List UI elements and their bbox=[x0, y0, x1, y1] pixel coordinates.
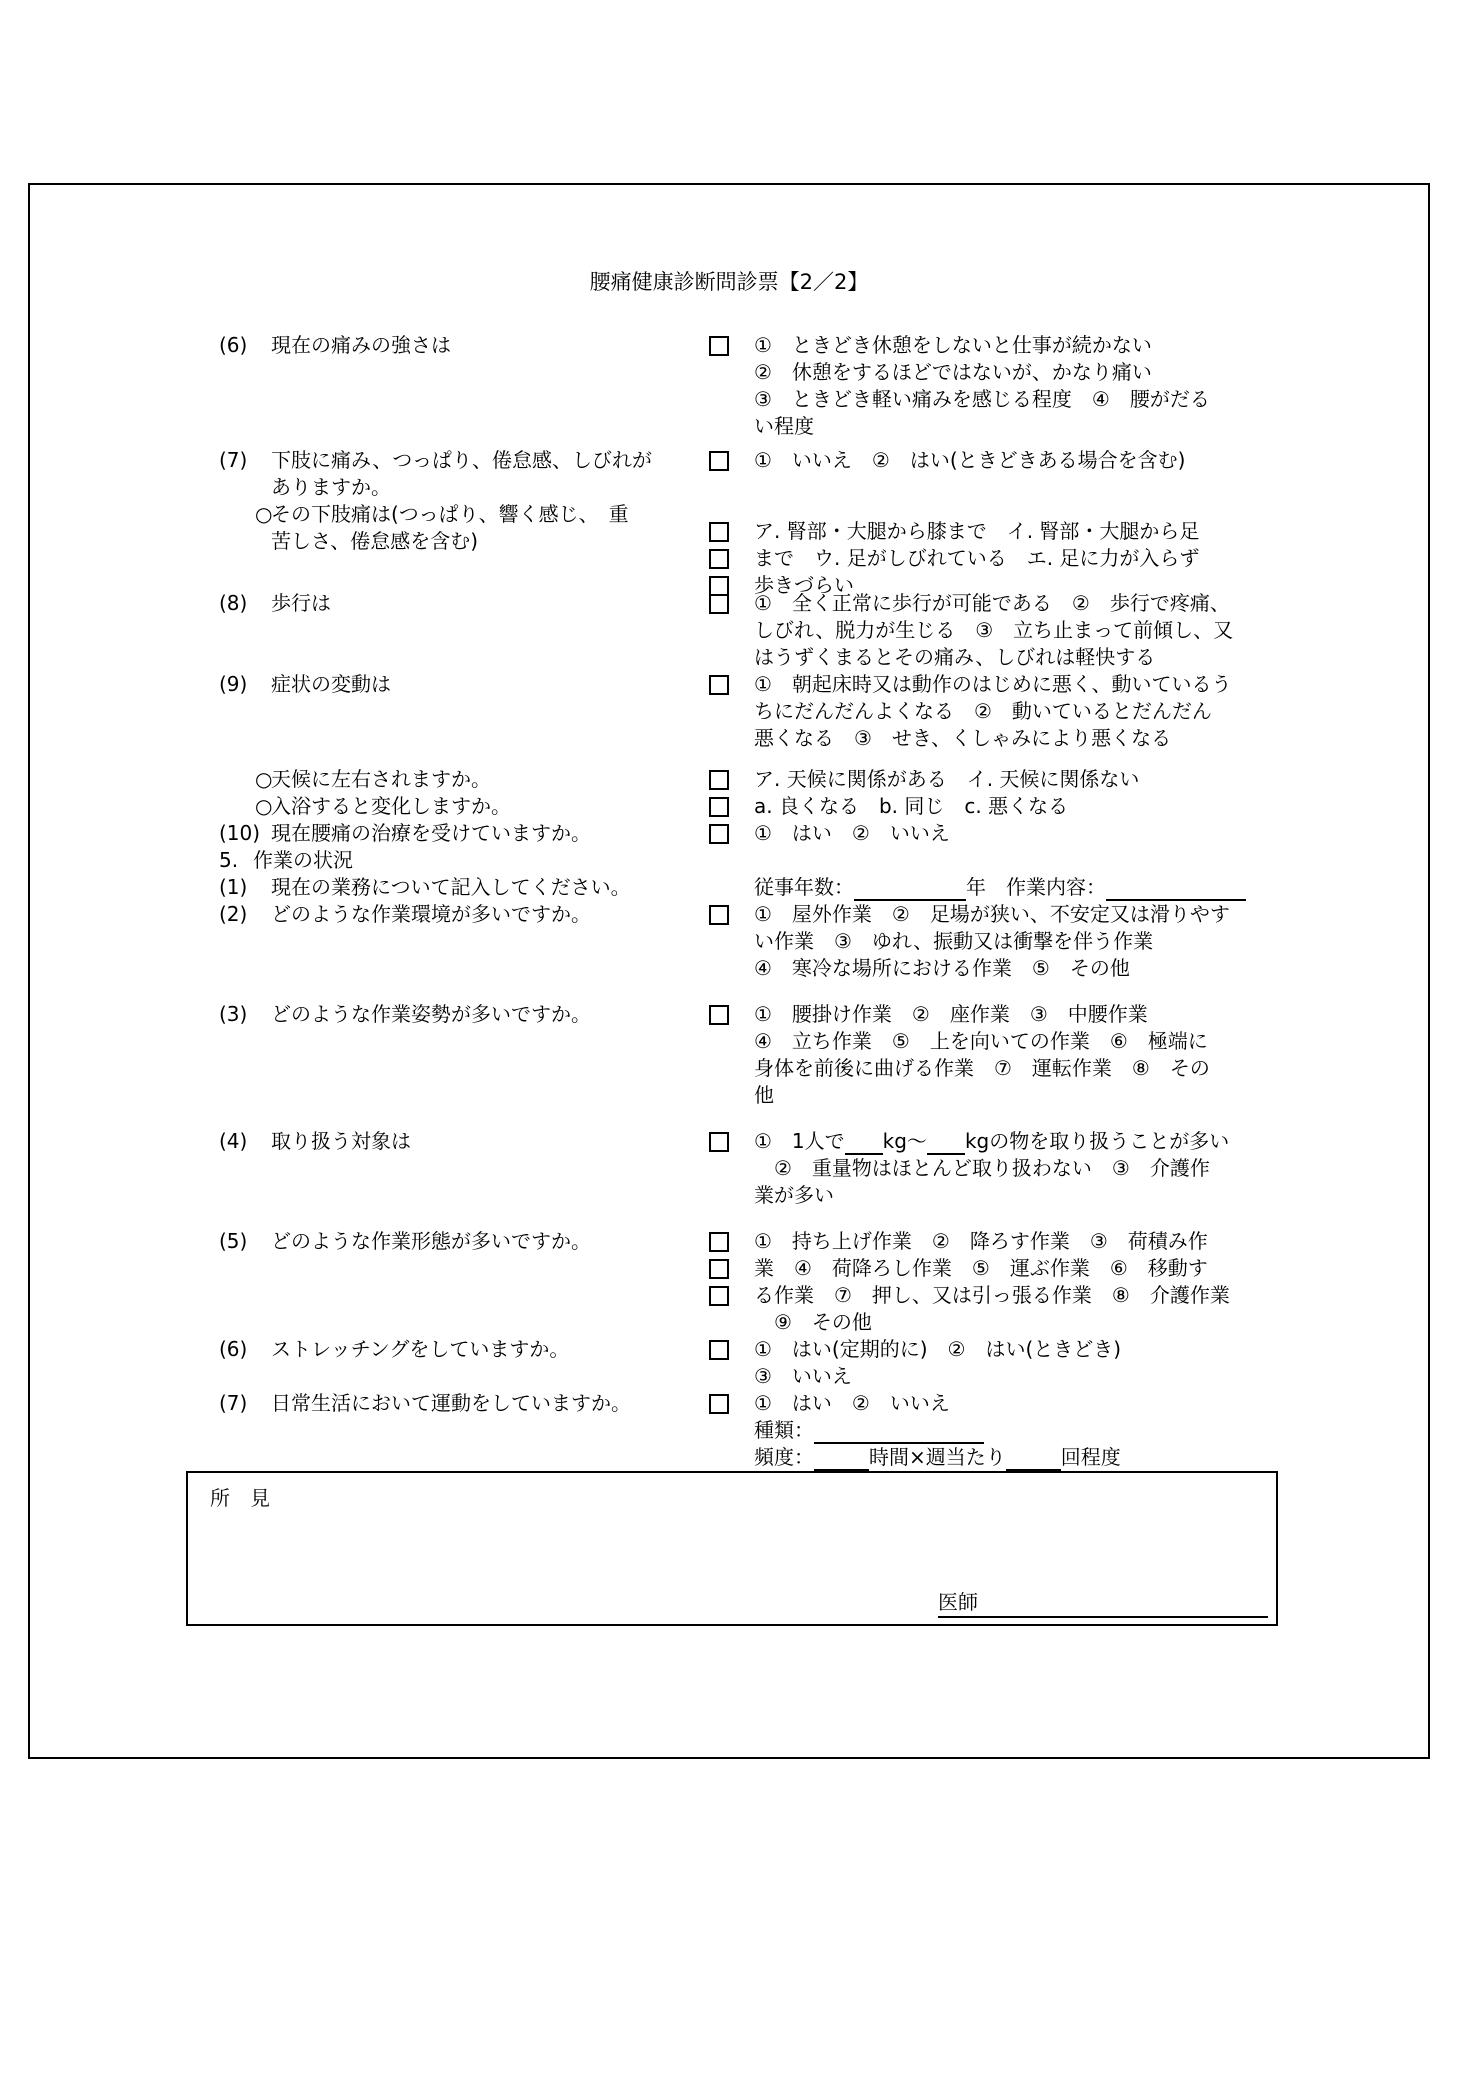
option-line bbox=[702, 386, 1428, 413]
option-text: ちにだんだんよくなる ② 動いているとだんだん bbox=[754, 699, 1212, 723]
checkbox[interactable] bbox=[709, 522, 729, 542]
form-row bbox=[30, 671, 1428, 752]
question-text: ストレッチングをしていますか。 bbox=[271, 1337, 570, 1361]
checkbox[interactable] bbox=[709, 1132, 729, 1152]
option-line bbox=[702, 1028, 1428, 1055]
question-bullet: ○ bbox=[255, 794, 273, 818]
checkbox[interactable] bbox=[709, 824, 729, 844]
doctor-label: 医師 bbox=[938, 1590, 978, 1614]
question-text: 日常生活において運動をしていますか。 bbox=[271, 1391, 631, 1415]
option-text: 悪くなる ③ せき、くしゃみにより悪くなる bbox=[754, 726, 1172, 750]
blank-field[interactable] bbox=[814, 1421, 984, 1444]
option-text bbox=[754, 874, 1428, 901]
option-text: ① いいえ ② はい(ときどきある場合を含む) bbox=[754, 448, 1186, 472]
option-text: 業が多い bbox=[754, 1183, 834, 1207]
blank-field[interactable] bbox=[814, 1448, 869, 1471]
option-line bbox=[702, 518, 1428, 545]
form-row bbox=[30, 1390, 1428, 1471]
option-line bbox=[702, 766, 1428, 793]
question-text: 苦しさ、倦怠感を含む) bbox=[271, 529, 479, 553]
form-row bbox=[30, 874, 1428, 901]
findings-label: 所 見 bbox=[210, 1486, 270, 1510]
question-text: 現在の痛みの強さは bbox=[271, 333, 451, 357]
option-text-segment: 回程度 bbox=[1060, 1445, 1121, 1469]
option-text: ① 腰掛け作業 ② 座作業 ③ 中腰作業 bbox=[754, 1002, 1148, 1026]
option-text: まで ウ. 足がしびれている エ. 足に力が入らず bbox=[754, 546, 1200, 570]
option-text: ① 持ち上げ作業 ② 降ろす作業 ③ 荷積み作 bbox=[754, 1229, 1208, 1253]
checkbox[interactable] bbox=[709, 594, 729, 614]
option-text: ② 休憩をするほどではないが、かなり痛い bbox=[754, 360, 1152, 384]
question-number: (9) bbox=[219, 672, 248, 696]
form-row bbox=[30, 820, 1428, 847]
question-number: (7) bbox=[219, 1391, 248, 1415]
checkbox[interactable] bbox=[709, 1259, 729, 1279]
form-row bbox=[30, 901, 1428, 982]
question-text: 下肢に痛み、つっぱり、倦怠感、しびれが bbox=[271, 448, 652, 472]
option-line bbox=[702, 793, 1428, 820]
option-line bbox=[702, 1417, 1428, 1444]
option-text: ① ときどき休憩をしないと仕事が続かない bbox=[754, 333, 1152, 357]
option-line bbox=[702, 1444, 1428, 1471]
option-line bbox=[702, 332, 1428, 359]
option-line bbox=[702, 1082, 1428, 1109]
option-text: ③ いいえ bbox=[754, 1364, 852, 1388]
question-number: (8) bbox=[219, 591, 248, 615]
option-text: 他 bbox=[754, 1083, 774, 1107]
option-text: ① はい ② いいえ bbox=[754, 1391, 950, 1415]
blank-field[interactable] bbox=[927, 1132, 965, 1155]
checkbox[interactable] bbox=[709, 770, 729, 790]
option-text: しびれ、脱力が生じる ③ 立ち止まって前傾し、又 bbox=[754, 618, 1234, 642]
option-text: ② 重量物はほとんど取り扱わない ③ 介護作 bbox=[754, 1156, 1210, 1180]
question-bullet: ○ bbox=[255, 767, 273, 791]
form-row bbox=[30, 1001, 1428, 1109]
form-row bbox=[30, 793, 1428, 820]
question-number: (3) bbox=[219, 1002, 248, 1026]
question-number: (6) bbox=[219, 333, 248, 357]
form-row bbox=[30, 590, 1428, 671]
option-text: ③ ときどき軽い痛みを感じる程度 ④ 腰がだる bbox=[754, 387, 1210, 411]
option-line bbox=[702, 874, 1428, 901]
question-text: 天候に左右されますか。 bbox=[271, 767, 491, 791]
option-line bbox=[702, 725, 1428, 752]
form-row bbox=[30, 332, 1428, 440]
option-text: ① 屋外作業 ② 足場が狭い、不安定又は滑りやす bbox=[754, 902, 1230, 926]
option-line bbox=[702, 671, 1428, 698]
blank-field[interactable] bbox=[1006, 1448, 1061, 1471]
option-line bbox=[702, 359, 1428, 386]
option-line bbox=[702, 928, 1428, 955]
checkbox[interactable] bbox=[709, 451, 729, 471]
checkbox[interactable] bbox=[709, 675, 729, 695]
question-text: 現在の業務について記入してください。 bbox=[271, 875, 631, 899]
option-text: ア. 腎部・大腿から膝まで イ. 腎部・大腿から足 bbox=[754, 519, 1200, 543]
checkbox[interactable] bbox=[709, 1340, 729, 1360]
option-text-segment: 種類： bbox=[754, 1418, 814, 1442]
option-text-segment: ① 1人で bbox=[754, 1129, 845, 1153]
option-text: はうずくまるとその痛み、しびれは軽快する bbox=[754, 645, 1156, 669]
question-number: (5) bbox=[219, 1229, 248, 1253]
option-line bbox=[702, 1309, 1428, 1336]
question-number: 5. bbox=[219, 848, 239, 872]
question-text: 歩行は bbox=[271, 591, 331, 615]
question-text: どのような作業姿勢が多いですか。 bbox=[271, 1002, 591, 1026]
option-line bbox=[702, 1282, 1428, 1309]
option-line bbox=[702, 1336, 1428, 1363]
option-text: ア. 天候に関係がある イ. 天候に関係ない bbox=[754, 767, 1140, 791]
form-row bbox=[30, 766, 1428, 793]
option-line bbox=[702, 413, 1428, 440]
option-text: 歩きづらい bbox=[754, 573, 854, 597]
form-row bbox=[30, 1228, 1428, 1336]
findings-box bbox=[186, 1471, 1278, 1626]
checkbox[interactable] bbox=[709, 1394, 729, 1414]
option-line bbox=[702, 1228, 1428, 1255]
doctor-signature-line[interactable] bbox=[938, 1589, 1268, 1618]
option-text: ④ 寒冷な場所における作業 ⑤ その他 bbox=[754, 956, 1130, 980]
option-text: 業 ④ 荷降ろし作業 ⑤ 運ぶ作業 ⑥ 移動す bbox=[754, 1256, 1208, 1280]
question-text: その下肢痛は(つっぱり、響く感じ、 重 bbox=[271, 502, 629, 526]
option-text: ④ 立ち作業 ⑤ 上を向いての作業 ⑥ 極端に bbox=[754, 1029, 1208, 1053]
option-text-segment: kgの物を取り扱うことが多い bbox=[964, 1129, 1230, 1153]
question-text: 作業の状況 bbox=[253, 848, 353, 872]
question-text: 入浴すると変化しますか。 bbox=[271, 794, 511, 818]
option-text-segment: 年 作業内容： bbox=[966, 875, 1106, 899]
checkbox[interactable] bbox=[709, 549, 729, 569]
option-text: い程度 bbox=[754, 414, 814, 438]
checkbox[interactable] bbox=[709, 797, 729, 817]
form-rows bbox=[30, 332, 1428, 1471]
option-line bbox=[702, 820, 1428, 847]
option-text: ⑨ その他 bbox=[754, 1310, 872, 1334]
option-line bbox=[702, 447, 1428, 474]
option-text bbox=[754, 1444, 1428, 1471]
option-line bbox=[702, 1182, 1428, 1209]
option-text bbox=[754, 1128, 1428, 1155]
option-text: ① はい ② いいえ bbox=[754, 821, 950, 845]
checkbox[interactable] bbox=[709, 905, 729, 925]
option-text-segment: 従事年数： bbox=[754, 875, 854, 899]
option-text: る作業 ⑦ 押し、又は引っ張る作業 ⑧ 介護作業 bbox=[754, 1283, 1230, 1307]
blank-field[interactable] bbox=[854, 878, 966, 901]
option-text-segment: kg〜 bbox=[882, 1129, 927, 1153]
option-text-segment: 頻度： bbox=[754, 1445, 814, 1469]
question-number: (10) bbox=[219, 821, 261, 845]
form-row bbox=[30, 501, 1428, 599]
question-text: ありますか。 bbox=[271, 475, 391, 499]
option-text: い作業 ③ ゆれ、振動又は衝撃を伴う作業 bbox=[754, 929, 1154, 953]
option-line bbox=[702, 617, 1428, 644]
page-title: 腰痛健康診断問診票【2／2】 bbox=[589, 270, 869, 294]
option-line bbox=[702, 955, 1428, 982]
blank-field[interactable] bbox=[1106, 878, 1246, 901]
option-line bbox=[702, 1001, 1428, 1028]
question-text: どのような作業形態が多いですか。 bbox=[271, 1229, 591, 1253]
form-row bbox=[30, 1336, 1428, 1390]
form-row bbox=[30, 1128, 1428, 1209]
question-number: (6) bbox=[219, 1337, 248, 1361]
option-text: ① はい(定期的に) ② はい(ときどき) bbox=[754, 1337, 1122, 1361]
checkbox[interactable] bbox=[709, 1005, 729, 1025]
option-line bbox=[702, 1390, 1428, 1417]
option-text: ① 全く正常に歩行が可能である ② 歩行で疼痛、 bbox=[754, 591, 1230, 615]
question-bullet: ○ bbox=[255, 502, 273, 526]
question-number: (7) bbox=[219, 448, 248, 472]
question-number: (4) bbox=[219, 1129, 248, 1153]
option-line bbox=[702, 1128, 1428, 1155]
checkbox[interactable] bbox=[709, 1286, 729, 1306]
option-text bbox=[754, 1417, 1428, 1444]
question-number: (1) bbox=[219, 875, 248, 899]
option-line bbox=[702, 1055, 1428, 1082]
question-text: どのような作業環境が多いですか。 bbox=[271, 902, 591, 926]
question-text: 取り扱う対象は bbox=[271, 1129, 411, 1153]
option-line bbox=[702, 545, 1428, 572]
checkbox[interactable] bbox=[709, 1232, 729, 1252]
form-row bbox=[30, 847, 1428, 874]
option-line bbox=[702, 590, 1428, 617]
option-text: a. 良くなる b. 同じ c. 悪くなる bbox=[754, 794, 1069, 818]
option-line bbox=[702, 1255, 1428, 1282]
checkbox[interactable] bbox=[709, 336, 729, 356]
blank-field[interactable] bbox=[845, 1132, 883, 1155]
form-row bbox=[30, 447, 1428, 501]
option-text: 身体を前後に曲げる作業 ⑦ 運転作業 ⑧ その bbox=[754, 1056, 1210, 1080]
option-text: ① 朝起床時又は動作のはじめに悪く、動いているう bbox=[754, 672, 1232, 696]
option-line bbox=[702, 644, 1428, 671]
question-text: 現在腰痛の治療を受けていますか。 bbox=[271, 821, 591, 845]
option-line bbox=[702, 901, 1428, 928]
option-line bbox=[702, 1363, 1428, 1390]
question-number: (2) bbox=[219, 902, 248, 926]
option-line bbox=[702, 1155, 1428, 1182]
page-border bbox=[28, 183, 1430, 1759]
question-text: 症状の変動は bbox=[271, 672, 391, 696]
option-line bbox=[702, 698, 1428, 725]
option-text-segment: 時間×週当たり bbox=[869, 1445, 1006, 1469]
